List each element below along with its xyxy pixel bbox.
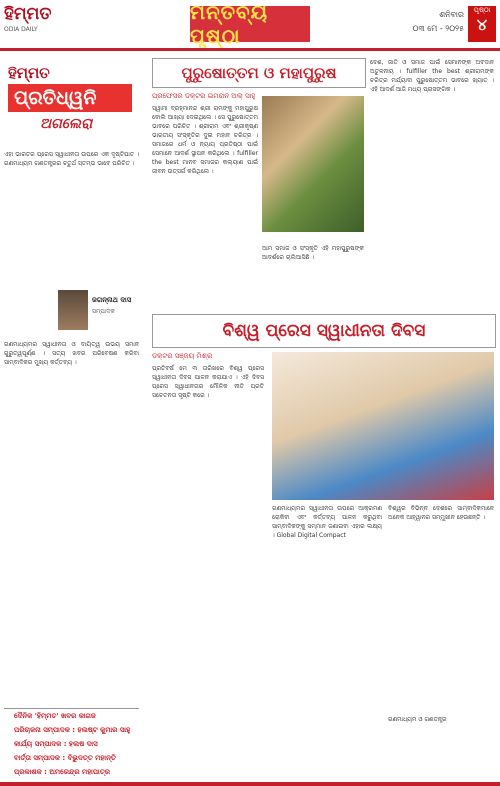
page-label: ପୃଷ୍ଠା: [473, 6, 491, 14]
column-subtitle: ଅଗଲେରା: [40, 116, 93, 132]
article-1-text-c: ଦେଶ, ଜାତି ଓ ସମାଜ ପାଇଁ ସେମାନଙ୍କ ଅବଦାନ ଅତୁଳନୀୟ । fulfiller the best ଶ୍ରୀରାମଙ୍କ ଚରିତ୍ର ମର୍ଯ୍ୟାଦା ପୁରୁଷୋତ୍ତମ ଭାବରେ ଖ୍ୟାତ । ଏହି ଆଦର୍ଶ ଆଜି ମଧ୍ୟ ପ୍ରାସଙ୍ଗିକ ।: [370, 59, 494, 93]
section-title: ମନ୍ତବ୍ୟ ପୃଷ୍ଠା: [190, 6, 310, 42]
article-1-byline: ପ୍ରଫେସର ଡକ୍ଟର ଇମରାନ ଅଲ୍ ସାହୁ: [152, 92, 256, 100]
author-role: ସମ୍ପାଦକ: [92, 308, 115, 315]
column-brand: ହିମ୍ମତ: [8, 64, 50, 82]
credit-line: ପରିଚାଳନା ସମ୍ପାଦକ : ହଲଷ୍ଟ କୁମାର ସାହୁ: [14, 726, 131, 734]
masthead-logo-sub: ODIA DAILY: [4, 26, 38, 33]
article-2-text-e: ଗଣମାଧ୍ୟମର ସ୍ୱାଧୀନତା ଉପରେ ଆକ୍ରମଣ ରୋକିବା ଏବଂ କର୍ତ୍ତବ୍ୟ ପାଳନ କରୁଥିବା ସାମ୍ବାଦିକଙ୍କୁ ସମ୍ମାନ ଜଣାଇବା ଏହାର ଲକ୍ଷ୍ୟ । Global Digital Compact: [272, 505, 382, 539]
author-photo: [58, 290, 88, 330]
credit-line: ପ୍ରକାଶକ : ଅମରେନ୍ଦ୍ର ମହାପାତ୍ର: [14, 768, 111, 776]
article-1-headline: ପୁରୁଷୋତ୍ତମ ଓ ମହାପୁରୁଷ: [152, 58, 366, 88]
issue-date: ୦୩ ମେ - ୨୦୨୫: [412, 24, 464, 33]
page-number: ୪: [476, 15, 488, 34]
masthead-rule: [0, 48, 500, 51]
article-1-text-a: ସ୍ୱାମୀ ବ୍ରହ୍ମାନନ୍ଦ ଶ୍ରୀ ରାମଙ୍କୁ ମହାପୁରୁଷ ବୋଲି ଆଖ୍ୟା ଦେଇଥିଲେ । ସେ ପୁରୁଷୋତ୍ତମ ଭାବରେ ପରିଚିତ । ଶ୍ରୀରାମ ଏବଂ ଶ୍ରୀକୃଷ୍ଣ ଭାରତୀୟ ସଂସ୍କୃତିର ଦୁଇ ମହାନ ଚରିତ୍ର । ସମାଜରେ ଧର୍ମ ଓ ନ୍ୟାୟ ପ୍ରତିଷ୍ଠା ପାଇଁ ସେମାନେ ଆଦର୍ଶ ସ୍ଥାପନ କରିଥିଲେ । fulfiller the best ମାନବ ସମାଜର କଲ୍ୟାଣ ପାଇଁ ଜୀବନ ଉତ୍ସର୍ଗ କରିଥିଲେ ।: [152, 105, 258, 175]
column-text-2: ଗଣମାଧ୍ୟମର ସ୍ୱାଧୀନତା ଓ ଦାୟିତ୍ୱ ଉଭୟ ସମାନ ଗୁରୁତ୍ୱପୂର୍ଣ୍ଣ । ସତ୍ୟ ଖବର ପରିବେଷଣ କରିବା ସାମ୍ବାଦିକର ମୁଖ୍ୟ କର୍ତ୍ତବ୍ୟ ।: [4, 341, 139, 366]
issue-info: [318, 4, 496, 44]
article-2-footer: ଗଣମାଧ୍ୟମ ଓ ଗଣତନ୍ତ୍ର: [388, 716, 447, 723]
column-text-1: ଏହା ଭାରତର ପ୍ରେସ ସ୍ୱାଧୀନତା ଉପରେ ଏକ ଦୃଷ୍ଟିପାତ । ଗଣମାଧ୍ୟମ ଗଣତନ୍ତ୍ରର ଚତୁର୍ଥ ସ୍ତମ୍ଭ ଭାବେ ପରିଚିତ ।: [4, 151, 139, 167]
article-2-text-d: ପ୍ରତିବର୍ଷ ମେ ୩ ତାରିଖରେ ବିଶ୍ୱ ପ୍ରେସ ସ୍ୱାଧୀନତା ଦିବସ ପାଳନ କରାଯାଏ । ଏହି ଦିବସ ପ୍ରେସ ସ୍ୱାଧୀନତାର ମୌଳିକ ନୀତି ପ୍ରତି ସଚେତନତା ସୃଷ୍ଟି କରେ ।: [152, 365, 264, 399]
article-2-text-f: ବିଶ୍ୱର ବିଭିନ୍ନ ଦେଶରେ ସାମ୍ବାଦିକମାନେ ଅନେକ ଆହ୍ୱାନର ସମ୍ମୁଖୀନ ହେଉଛନ୍ତି ।: [388, 505, 494, 521]
page-number-badge: [468, 6, 496, 42]
article-2-illustration: [272, 352, 494, 500]
article-1-text-b: ଆମ ସମାଜ ଓ ସଂସ୍କୃତି ଏହି ମହାପୁରୁଷଙ୍କ ଆଦର୍ଶରେ ଚାଲିଆସିଛି ।: [262, 245, 364, 261]
issue-day: ଶନିବାର: [439, 10, 464, 19]
column-title: ପ୍ରତିଧ୍ୱନି: [8, 84, 132, 112]
credit-line: ବାର୍ତ୍ତା ସମ୍ପାଦକ : ବିଭୁଦତ୍ତ ମହାନ୍ତି: [14, 754, 116, 762]
author-name: ଜଗନ୍ନାଥ ଦାସ: [92, 296, 132, 304]
credit-line: କାର୍ଯ୍ୟ ସମ୍ପାଦକ : ହଲଷ ଦାସ: [14, 740, 98, 748]
credit-line: ଦୈନିକ 'ହିମ୍ମତ' ଖବର କାଗଜ: [14, 712, 96, 720]
article-2-byline: ଡକ୍ଟର ସଞ୍ଜୟ ମିଶ୍ର: [152, 352, 213, 360]
bottom-rule: [0, 782, 500, 786]
article-2-headline: ବିଶ୍ୱ ପ୍ରେସ ସ୍ୱାଧୀନତା ଦିବସ: [152, 314, 496, 348]
article-1-photo: [262, 96, 364, 232]
masthead-logo: ହିମ୍ମତ: [4, 4, 52, 24]
